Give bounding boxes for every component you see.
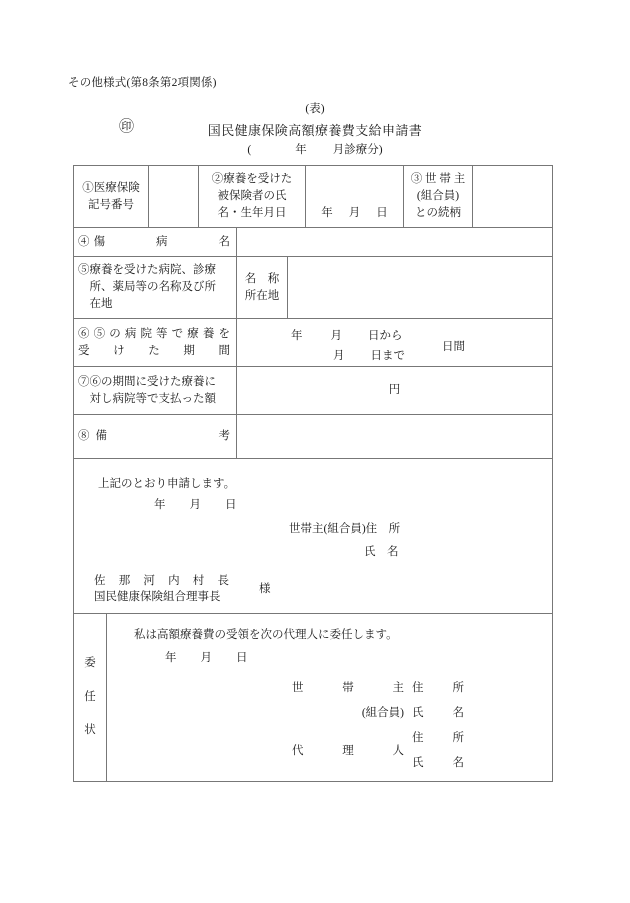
sublabel-facility-fields (237, 257, 288, 318)
subtitle-open-paren: ( (247, 144, 252, 156)
period-from-day: 日から (368, 330, 403, 342)
proxy-agent-rows (292, 726, 464, 776)
label-insured-person-line3: 名・生年月日 (217, 206, 287, 219)
period-to-day: 日まで (370, 350, 405, 363)
table-row-application-declaration (74, 459, 552, 614)
field-relationship[interactable] (473, 166, 552, 227)
application-date-year: 年 (154, 499, 166, 511)
table-row-insurance-info (74, 166, 552, 228)
subtitle-month-label: 月診療分) (332, 144, 383, 156)
field-facility-values[interactable] (288, 257, 552, 318)
application-householder-address-label: 世帯主(組合員)住 所 (289, 523, 401, 535)
label-facility-line3: 在地 (89, 297, 113, 310)
field-treatment-period[interactable] (237, 319, 552, 366)
label-facility (74, 257, 237, 318)
proxy-agent-label: 代理人 (292, 744, 404, 757)
sublabel-facility-name: 名 称 (244, 272, 280, 285)
label-insured-person (199, 166, 306, 227)
table-row-paid-amount (74, 367, 552, 415)
field-insured-person[interactable] (306, 166, 404, 227)
application-statement: 上記のとおり申請します。 (98, 478, 236, 490)
proxy-agent-fields (404, 726, 464, 776)
period-to-month: 月 (333, 350, 345, 363)
field-disease-name[interactable] (237, 228, 552, 256)
label-insurance-number (74, 166, 149, 227)
proxy-content-block (107, 614, 552, 781)
period-to-row (237, 346, 552, 366)
label-relationship-line2: (組合員) (416, 190, 460, 203)
proxy-agent-name-field[interactable]: 氏 名 (412, 757, 464, 769)
proxy-householder-address-field[interactable]: 住 所 (412, 682, 464, 695)
form-code-label: その他様式(第8条第2項関係) (68, 77, 217, 89)
subtitle-year-label: 年 (295, 144, 307, 156)
proxy-householder-address-row (292, 676, 464, 701)
period-days-unit: 日間 (442, 341, 465, 353)
application-householder-name-label: 氏 名 (364, 546, 399, 558)
label-paid-amount-line1: ⑦⑥の期間に受けた療養に (78, 375, 216, 388)
proxy-householder-label: 世帯主 (292, 682, 404, 695)
addressee-line1: 佐那河内村長 (94, 575, 229, 587)
field-paid-amount[interactable] (237, 367, 552, 414)
proxy-side-label (74, 614, 107, 781)
treatment-period-subtitle (0, 141, 630, 157)
application-date-guides (154, 497, 237, 514)
label-relationship-line3: との続柄 (415, 206, 461, 219)
label-insurance-number-line2: 記号番号 (88, 198, 134, 211)
birth-day-label: 日 (376, 207, 388, 220)
label-treatment-period-line2: 受けた期間 (78, 344, 230, 357)
table-row-remarks (74, 415, 552, 459)
table-row-proxy-letter (74, 614, 552, 781)
proxy-householder-name-field[interactable]: 氏 名 (412, 707, 464, 720)
application-date-month: 月 (189, 499, 201, 511)
application-declaration-block (74, 459, 552, 613)
field-insurance-number[interactable] (149, 166, 199, 227)
label-treatment-period (74, 319, 237, 366)
table-row-treatment-period (74, 319, 552, 367)
proxy-date-year: 年 (165, 652, 177, 664)
label-disease-name (74, 228, 237, 256)
addressee-line2: 国民健康保険組合理事長 (94, 590, 221, 603)
proxy-signature-grid (292, 676, 464, 776)
table-row-disease-name (74, 228, 552, 257)
label-remarks-text: ⑧備 考 (78, 430, 230, 443)
seal-stamp-icon: ㊞ (119, 119, 135, 135)
label-treatment-period-line1: ⑥⑤の病院等で療養を (78, 327, 230, 340)
treatment-period-guides (237, 326, 552, 366)
label-relationship-line1: ③ 世 帯 主 (410, 173, 466, 186)
label-paid-amount-line2: 対し病院等で支払った額 (89, 392, 216, 405)
birth-month-label: 月 (348, 207, 361, 220)
proxy-side-char-2: 任 (84, 690, 96, 703)
period-from-month: 月 (330, 330, 342, 342)
sublabel-facility-address: 所在地 (244, 289, 280, 302)
proxy-householder-name-row (292, 701, 464, 726)
birth-year-label: 年 (321, 207, 333, 220)
addressee-honorific: 様 (259, 583, 271, 595)
application-form-table (73, 165, 553, 782)
label-insurance-number-line1: ①医療保険 (82, 181, 140, 194)
proxy-householder-sub-label: (組合員) (361, 707, 404, 720)
label-facility-line1: ⑤療養を受けた病院、診療 (78, 264, 216, 277)
birthdate-ymd-guides (306, 205, 403, 222)
label-disease-name-text: ④傷 病 名 (78, 235, 230, 248)
page-title: 国民健康保険高額療養費支給申請書 (207, 123, 423, 138)
proxy-agent-address-field[interactable]: 住 所 (412, 732, 464, 744)
proxy-side-char-3: 状 (84, 724, 96, 737)
table-row-facility (74, 257, 552, 319)
application-date-day: 日 (225, 499, 237, 511)
field-remarks[interactable] (237, 415, 552, 458)
label-insured-person-line1: ②療養を受けた (211, 173, 293, 186)
proxy-date-guides (165, 650, 248, 667)
table-mark-label: (表) (305, 103, 325, 115)
label-facility-line2: 所、薬局等の名称及び所 (89, 281, 216, 294)
label-paid-amount (74, 367, 237, 414)
period-from-row (237, 326, 552, 346)
currency-unit-label: 円 (388, 384, 401, 397)
label-remarks (74, 415, 237, 458)
proxy-side-char-1: 委 (84, 657, 96, 670)
proxy-date-month: 月 (200, 652, 212, 664)
period-from-year: 年 (291, 330, 303, 342)
label-relationship (404, 166, 473, 227)
proxy-date-day: 日 (236, 652, 248, 664)
proxy-statement: 私は高額療養費の受領を次の代理人に委任します。 (134, 629, 398, 641)
label-insured-person-line2: 被保険者の氏 (217, 190, 287, 203)
application-addressee (94, 574, 229, 605)
